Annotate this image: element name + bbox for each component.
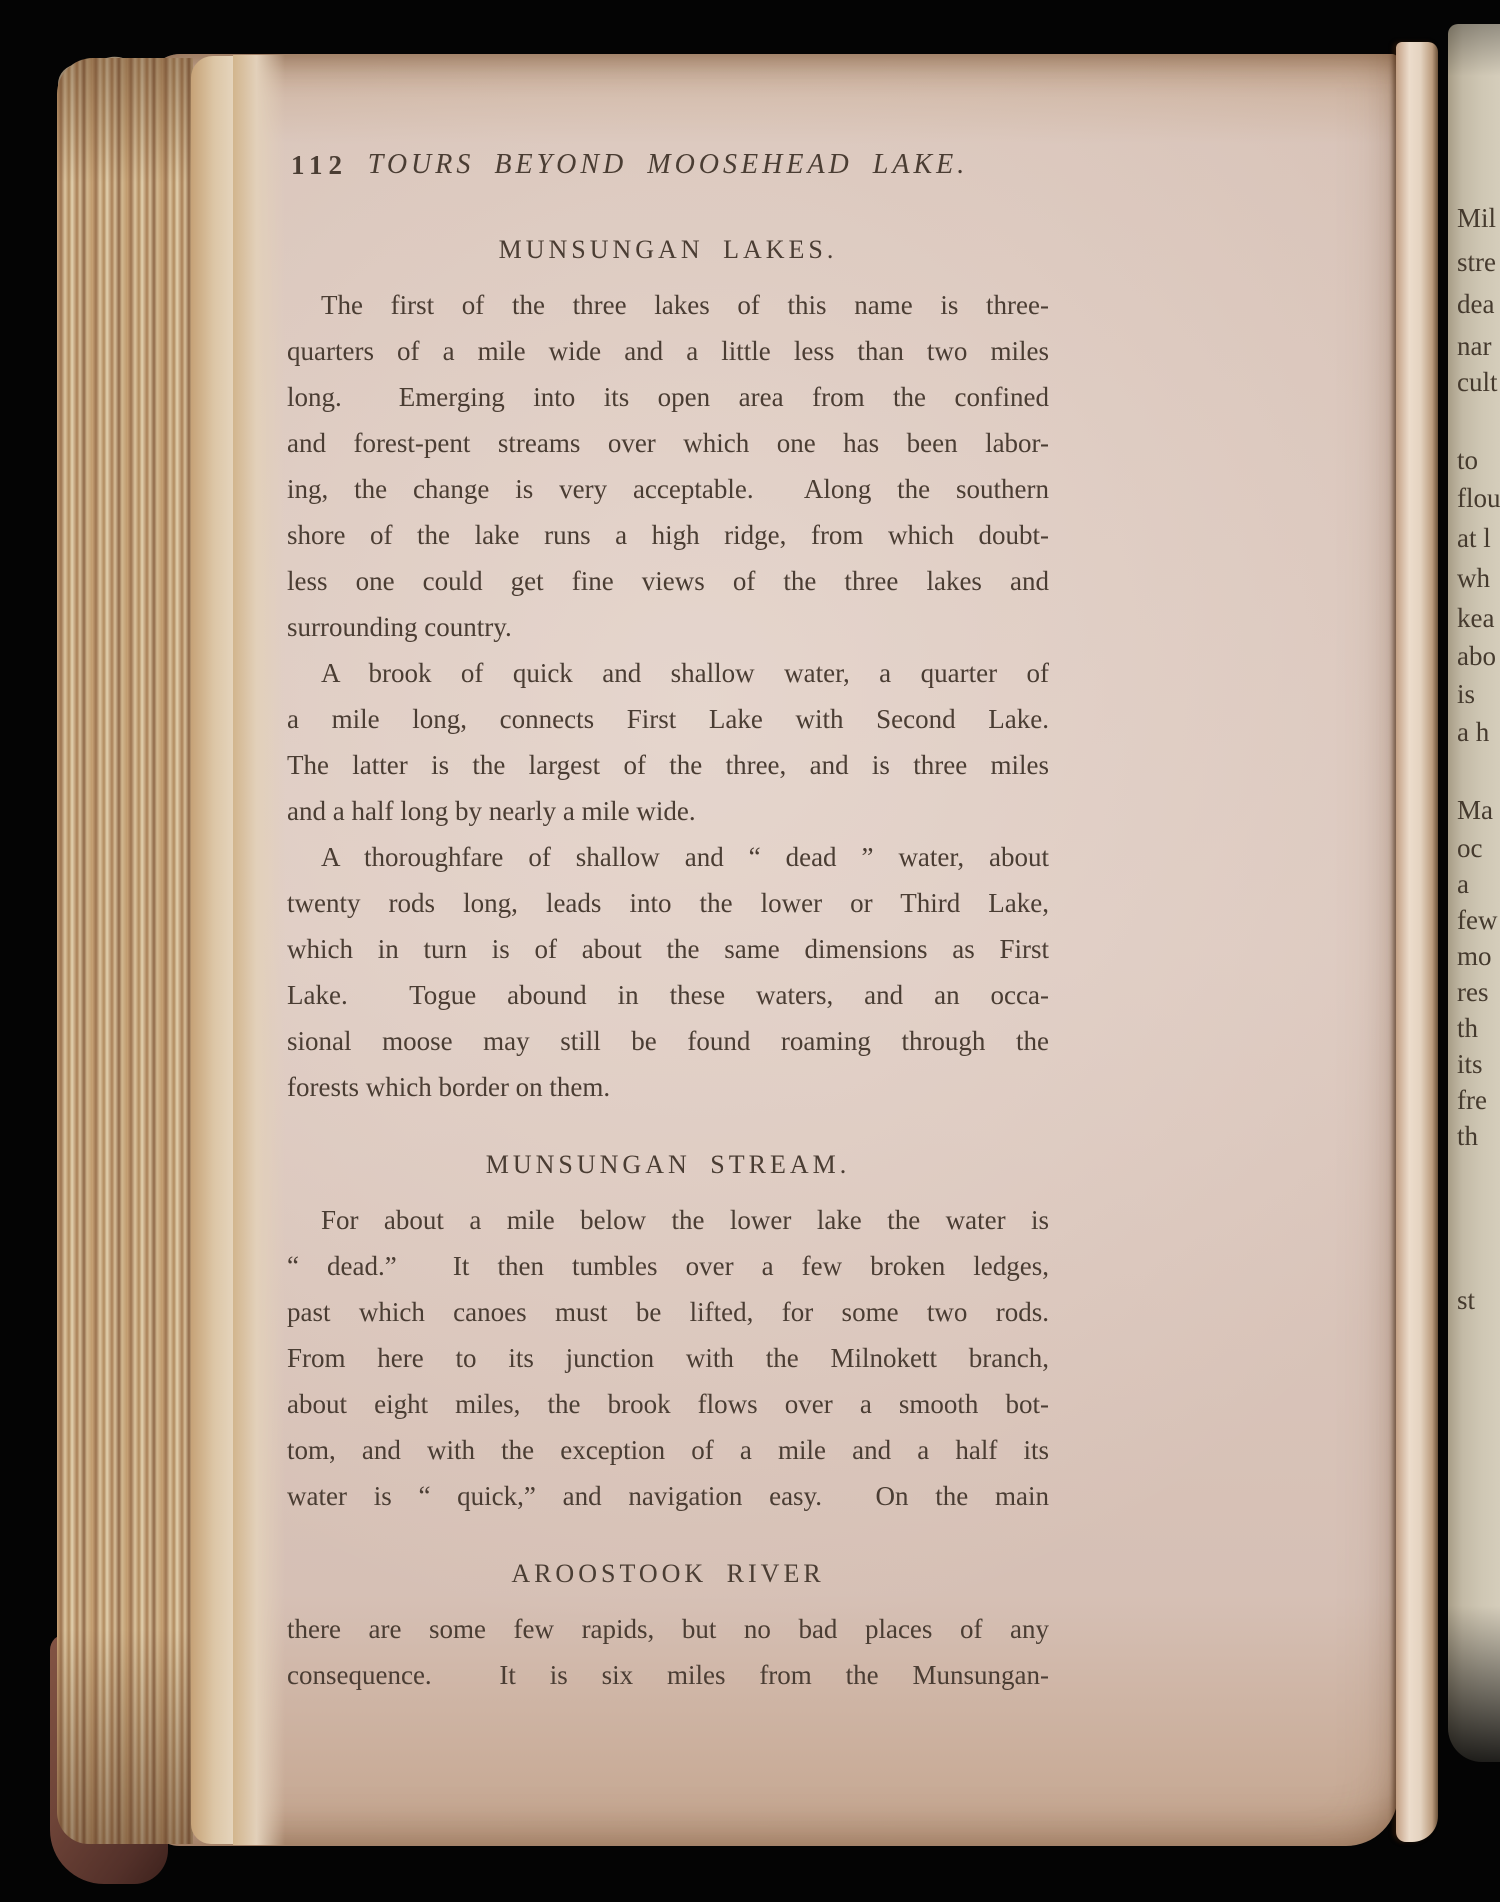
text-line: A brook of quick and shallow water, a quarter of: [321, 658, 1049, 688]
next-page-edge: [1448, 24, 1500, 1762]
partial-text-line: its: [1457, 1049, 1483, 1079]
partial-text-line: at l: [1457, 523, 1491, 553]
text-line: past which canoes must be lifted, for some two rods.: [287, 1297, 1049, 1327]
partial-text-line: dea: [1457, 289, 1495, 319]
partial-text-line: wh: [1457, 563, 1490, 593]
section-heading: MUNSUNGAN LAKES.: [498, 235, 838, 264]
text-line: Lake. Togue abound in these waters, and an occa-: [287, 980, 1049, 1010]
text-line: tom, and with the exception of a mile and a half its: [287, 1435, 1049, 1465]
page-text-block: [287, 142, 1049, 1698]
partial-text-line: fre: [1457, 1085, 1487, 1115]
partial-text-line: Mil: [1457, 203, 1497, 233]
partial-text-line: mo: [1457, 941, 1492, 971]
partial-text-line: cult: [1457, 367, 1498, 397]
text-line: and forest-pent streams over which one has been labor-: [287, 428, 1049, 458]
running-head: [287, 142, 1049, 188]
partial-text-line: flou: [1457, 483, 1500, 513]
text-line: and a half long by nearly a mile wide.: [287, 796, 696, 826]
text-line: less one could get fine views of the three lakes and: [287, 566, 1049, 596]
partial-text-line: res: [1457, 977, 1489, 1007]
text-line: twenty rods long, leads into the lower or Third Lake,: [287, 888, 1049, 918]
section-heading: AROOSTOOK RIVER: [511, 1559, 825, 1588]
partial-text-line: few: [1457, 905, 1498, 935]
partial-text-line: kea: [1457, 603, 1495, 633]
text-line: which in turn is of about the same dimensions as First: [287, 934, 1049, 964]
text-line: shore of the lake runs a high ridge, from which doubt-: [287, 520, 1049, 550]
partial-text-line: abo: [1457, 641, 1496, 671]
text-line: A thoroughfare of shallow and “ dead ” water, about: [321, 842, 1049, 872]
running-title: TOURS BEYOND MOOSEHEAD LAKE.: [367, 149, 969, 180]
text-line: a mile long, connects First Lake with Second Lake.: [287, 704, 1049, 734]
partial-text-line: a h: [1457, 717, 1490, 747]
text-line: surrounding country.: [287, 612, 512, 642]
section-heading: MUNSUNGAN STREAM.: [485, 1150, 851, 1179]
text-line: long. Emerging into its open area from the confined: [287, 382, 1049, 412]
text-line: For about a mile below the lower lake the water is: [321, 1205, 1049, 1235]
text-line: there are some few rapids, but no bad places of any: [287, 1614, 1049, 1644]
partial-text-line: oc: [1457, 833, 1483, 863]
text-line: The latter is the largest of the three, and is three miles: [287, 750, 1049, 780]
text-line: quarters of a mile wide and a little less than two miles: [287, 336, 1049, 366]
page-edge-step: [233, 55, 285, 1845]
text-sections: [287, 227, 1049, 1698]
partial-text-line: is: [1457, 679, 1476, 709]
page-edges-left: [57, 58, 193, 1844]
text-line: water is “ quick,” and navigation easy. On the main: [287, 1481, 1049, 1511]
page-number: 112: [291, 150, 349, 180]
partial-text-line: Ma: [1457, 795, 1493, 825]
partial-text-line: to: [1457, 445, 1479, 475]
text-line: The first of the three lakes of this name is three-: [321, 290, 1049, 320]
text-line: From here to its junction with the Milnokett branch,: [287, 1343, 1049, 1373]
page-edge-step: [191, 56, 233, 1844]
text-line: forests which border on them.: [287, 1072, 611, 1102]
book-page: [148, 54, 1398, 1846]
text-line: about eight miles, the brook flows over a smooth bot-: [287, 1389, 1049, 1419]
text-line: sional moose may still be found roaming through the: [287, 1026, 1049, 1056]
partial-text-line: a: [1457, 869, 1469, 899]
partial-text-line: st: [1457, 1285, 1476, 1315]
partial-text-line: nar: [1457, 331, 1492, 361]
text-line: consequence. It is six miles from the Munsungan-: [287, 1660, 1049, 1690]
partial-text-line: th: [1457, 1013, 1479, 1043]
partial-text-line: stre: [1457, 247, 1496, 277]
page-fold-right: [1396, 42, 1438, 1842]
text-line: “ dead.” It then tumbles over a few broken ledges,: [287, 1251, 1049, 1281]
partial-text-line: th: [1457, 1121, 1479, 1151]
text-line: ing, the change is very acceptable. Along the southern: [287, 474, 1049, 504]
